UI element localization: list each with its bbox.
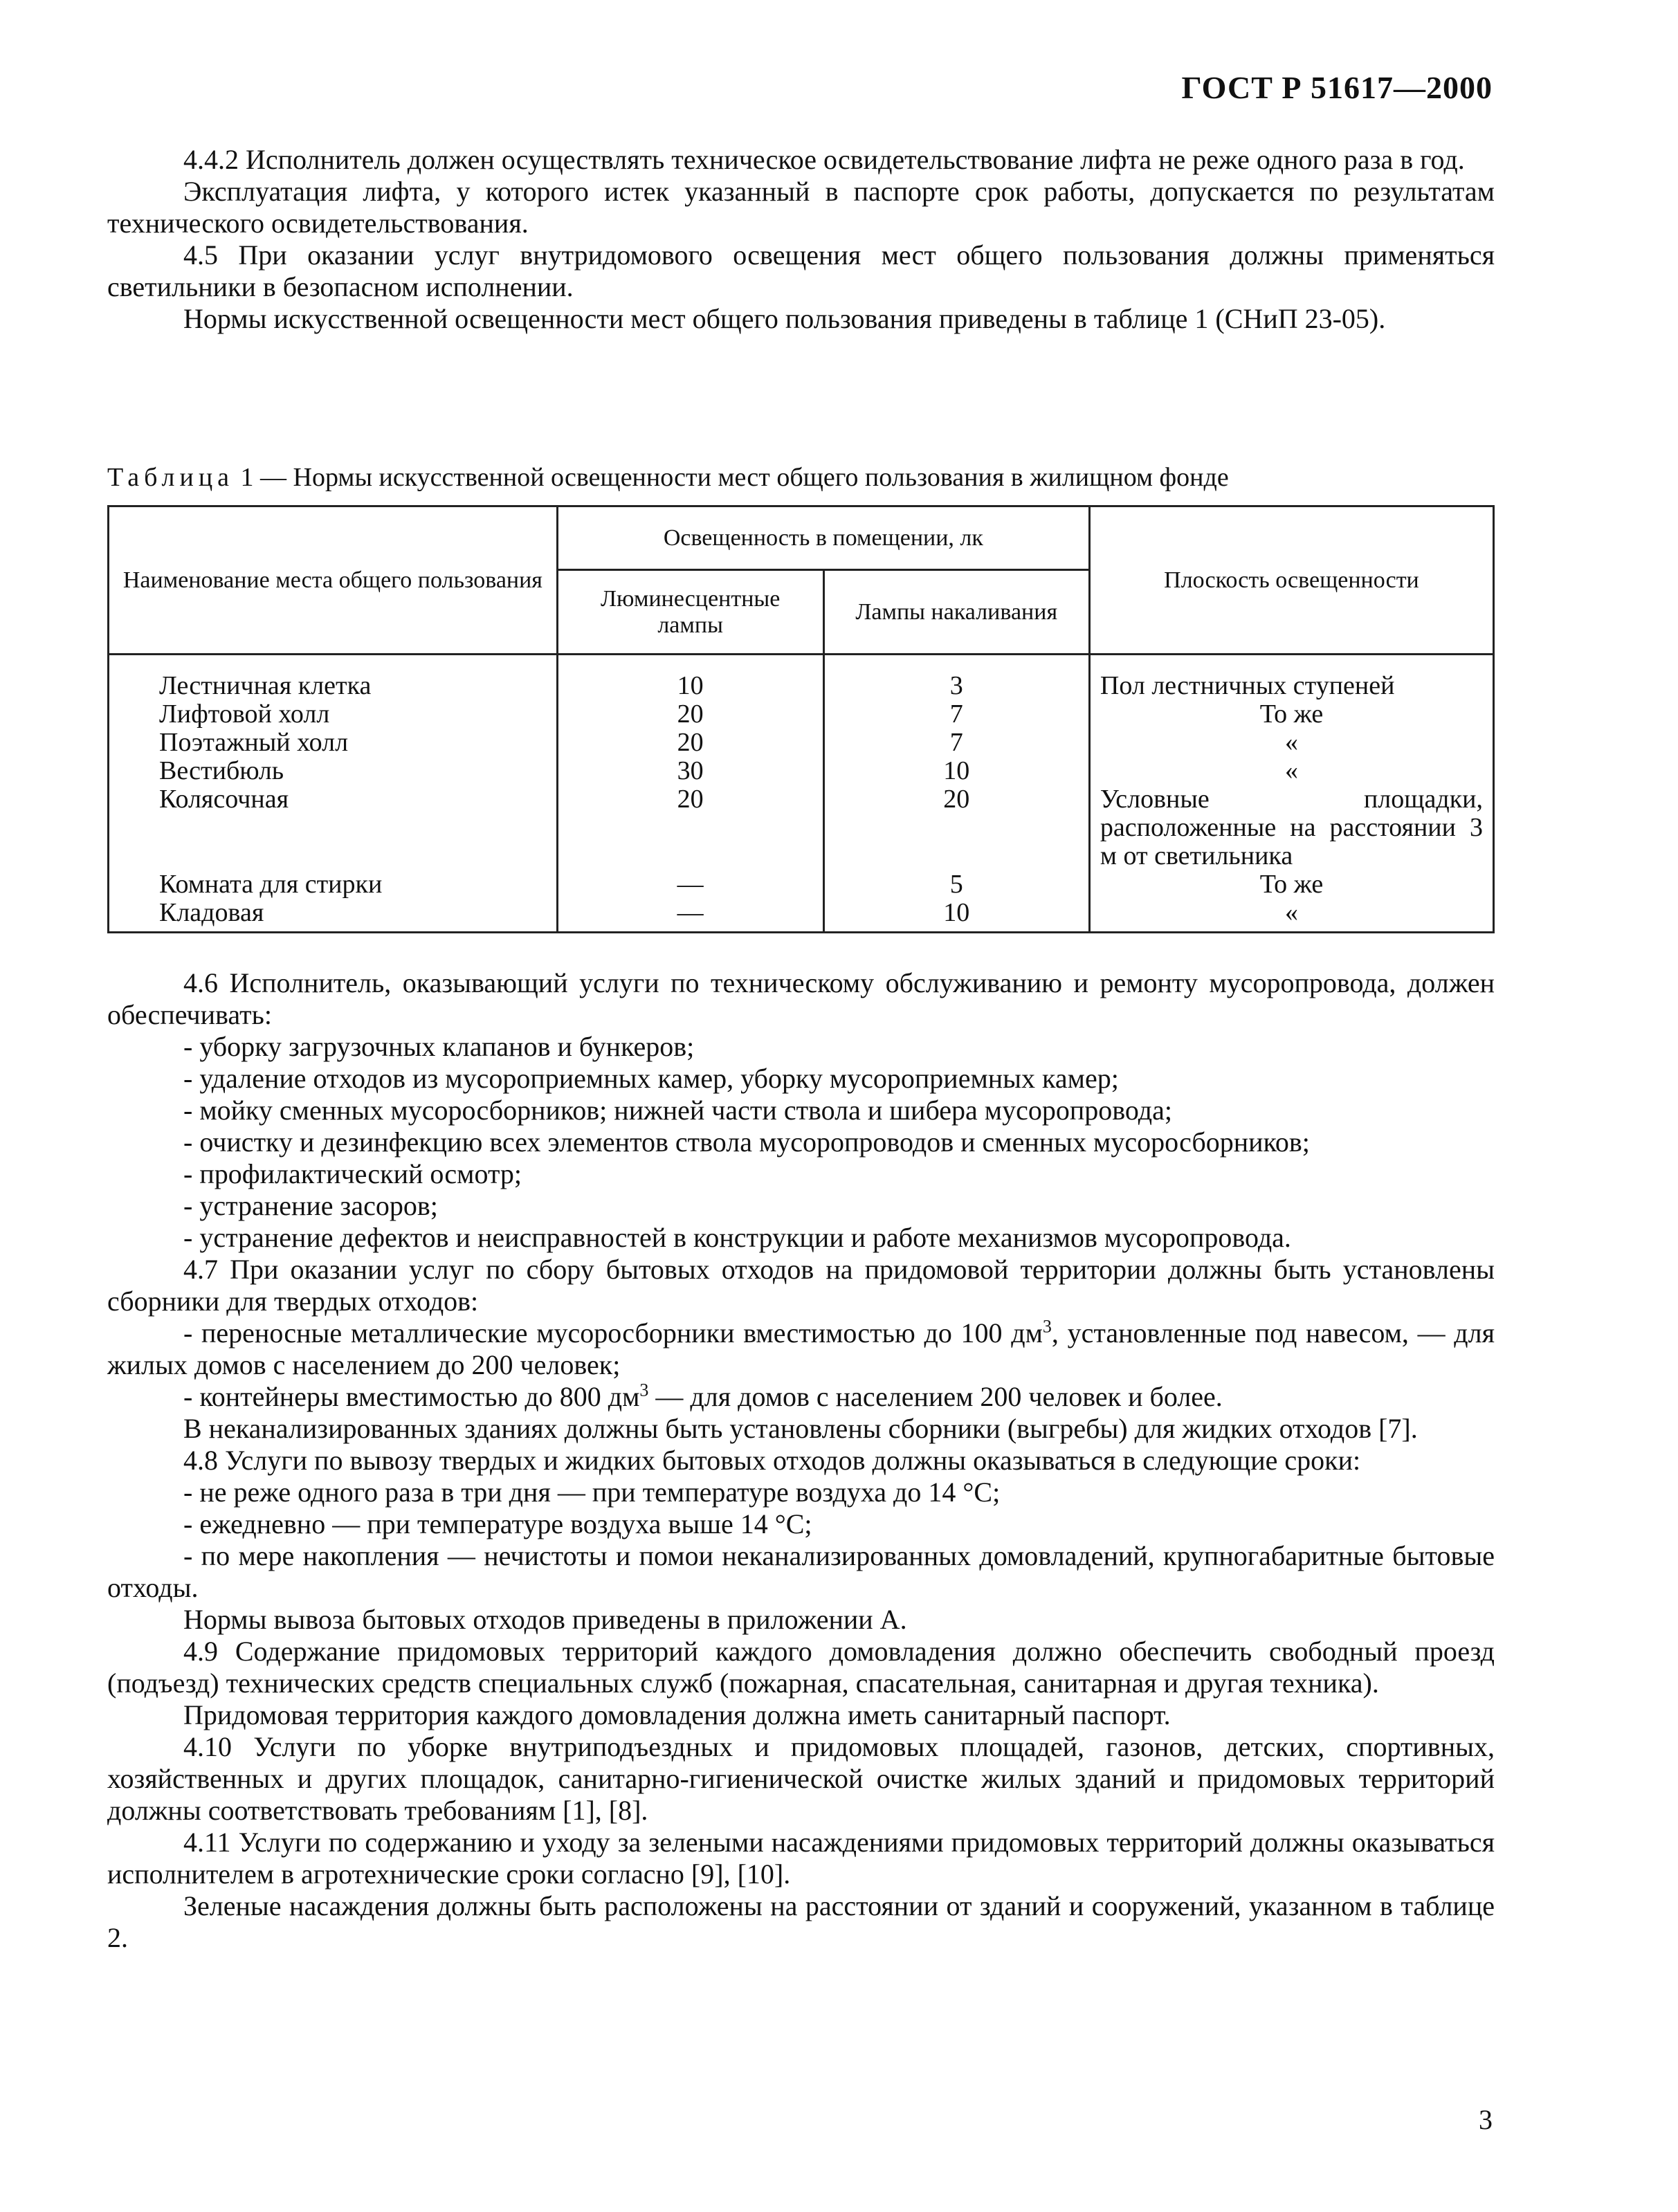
- paragraph-4-7: 4.7 При оказании услуг по сбору бытовых отходов на придомовой территории должны быть установлены сборники для твердых отходов:: [107, 1254, 1495, 1317]
- list-item-text: - переносные металлические мусоросборники вместимостью до 100 дм: [183, 1317, 1043, 1349]
- superscript: 3: [1042, 1316, 1052, 1337]
- page-number: 3: [1479, 2104, 1493, 2135]
- cell-place: Колясочная: [109, 785, 558, 870]
- paragraph-liquid-waste: В неканализированных зданиях должны быть установлены сборники (выгребы) для жидких отходов [7].: [183, 1413, 1418, 1444]
- paragraph-4-5: 4.5 При оказании услуг внутридомового освещения мест общего пользования должны применяться светильники в безопасном исполнении.: [107, 239, 1495, 302]
- cell-plane: «: [1089, 757, 1493, 785]
- header-illuminance: Освещенность в помещении, лк: [557, 506, 1089, 570]
- header-plane: Плоскость освещенности: [1089, 506, 1493, 655]
- cell-fluorescent: 30: [557, 757, 823, 785]
- list-item-text: — для домов с населением 200 человек и более.: [648, 1381, 1223, 1412]
- cell-plane: Пол лестничных ступеней: [1089, 655, 1493, 701]
- table-row: [109, 700, 1494, 729]
- lighting-norms-table: [107, 505, 1495, 933]
- cell-place: Вестибюль: [109, 757, 558, 785]
- cell-place: Лестничная клетка: [109, 655, 558, 701]
- header-fluorescent: Люминесцентные лампы: [557, 570, 823, 655]
- table-row: [109, 729, 1494, 757]
- cell-incandescent: 10: [823, 899, 1089, 933]
- cell-incandescent: 7: [823, 729, 1089, 757]
- cell-fluorescent: 10: [557, 655, 823, 701]
- list-item: - удаление отходов из мусороприемных камер, уборку мусороприемных камер;: [183, 1063, 1119, 1094]
- cell-plane: Условные площадки, расположенные на расстоянии 3 м от светильника: [1089, 785, 1493, 870]
- table-row: [109, 870, 1494, 899]
- cell-place: Комната для стирки: [109, 870, 558, 899]
- cell-place: Поэтажный холл: [109, 729, 558, 757]
- list-item: - устранение дефектов и неисправностей в конструкции и работе механизмов мусоропровода.: [183, 1222, 1291, 1253]
- cell-fluorescent: —: [557, 870, 823, 899]
- list-item: - ежедневно — при температуре воздуха выше 14 °С;: [183, 1508, 812, 1539]
- cell-fluorescent: 20: [557, 785, 823, 870]
- paragraph-4-10: 4.10 Услуги по уборке внутриподъездных и придомовых площадей, газонов, детских, спортивных, хозяйственных и других площадок, санитарно-гигиенической очистке жилых зданий и придомовых территорий должны соответствовать требованиям [1], [8].: [107, 1731, 1495, 1826]
- paragraph-lift-operation: Эксплуатация лифта, у которого истек указанный в паспорте срок работы, допускается по результатам технического освидетельствования.: [107, 176, 1495, 239]
- header-incandescent: Лампы накаливания: [823, 570, 1089, 655]
- list-item-text: , установленные под навесом, — для жилых домов с населением до 200 человек;: [107, 1317, 1495, 1380]
- table-row: [109, 785, 1494, 870]
- paragraph-lighting-norms: Нормы искусственной освещенности мест общего пользования приведены в таблице 1 (СНиП 23-05).: [183, 303, 1386, 334]
- paragraph-4-4-2: 4.4.2 Исполнитель должен осуществлять техническое освидетельствование лифта не реже одного раза в год.: [183, 144, 1465, 175]
- table-row: [109, 899, 1494, 933]
- cell-place: Лифтовой холл: [109, 700, 558, 729]
- list-item: [107, 1381, 1495, 1413]
- paragraph-4-8: 4.8 Услуги по вывозу твердых и жидких бытовых отходов должны оказываться в следующие сроки:: [183, 1445, 1361, 1476]
- paragraph-4-6: 4.6 Исполнитель, оказывающий услуги по техническому обслуживанию и ремонту мусоропровода, должен обеспечивать:: [107, 967, 1495, 1030]
- cell-plane: То же: [1089, 870, 1493, 899]
- cell-fluorescent: 20: [557, 700, 823, 729]
- superscript: 3: [639, 1380, 649, 1400]
- standard-number: ГОСТ Р 51617—2000: [1181, 70, 1493, 105]
- table-label: Таблица: [107, 463, 235, 492]
- list-item: - устранение засоров;: [183, 1190, 438, 1221]
- paragraph-sanitary-passport: Придомовая территория каждого домовладения должна иметь санитарный паспорт.: [183, 1699, 1171, 1730]
- table-1-caption: [107, 462, 1229, 493]
- paragraph-4-11: 4.11 Услуги по содержанию и уходу за зелеными насаждениями придомовых территорий должны оказываться исполнителем в агротехнические сроки согласно [9], [10].: [107, 1827, 1495, 1890]
- paragraph-green-spaces: Зеленые насаждения должны быть расположены на расстоянии от зданий и сооружений, указанном в таблице 2.: [107, 1890, 1495, 1953]
- cell-fluorescent: —: [557, 899, 823, 933]
- paragraph-removal-norms: Нормы вывоза бытовых отходов приведены в приложении А.: [183, 1604, 907, 1635]
- list-item: - профилактический осмотр;: [183, 1158, 522, 1189]
- list-item: - по мере накопления — нечистоты и помои неканализированных домовладений, крупногабаритные бытовые отходы.: [107, 1540, 1495, 1603]
- cell-plane: То же: [1089, 700, 1493, 729]
- list-item-text: - контейнеры вместимостью до 800 дм: [183, 1381, 640, 1412]
- list-item: - очистку и дезинфекцию всех элементов ствола мусоропроводов и сменных мусоросборников;: [183, 1126, 1310, 1158]
- cell-plane: «: [1089, 899, 1493, 933]
- cell-incandescent: 10: [823, 757, 1089, 785]
- cell-incandescent: 5: [823, 870, 1089, 899]
- list-item: [107, 1317, 1495, 1381]
- intro-section: [107, 144, 1495, 335]
- cell-incandescent: 3: [823, 655, 1089, 701]
- table-row: [109, 655, 1494, 701]
- table-row: [109, 757, 1494, 785]
- header-place: Наименование места общего пользования: [109, 506, 558, 655]
- paragraph-4-9: 4.9 Содержание придомовых территорий каждого домовладения должно обеспечить свободный проезд (подъезд) технических средств специальных служб (пожарная, спасательная, санитарная и другая техника).: [107, 1636, 1495, 1699]
- list-item: - не реже одного раза в три дня — при температуре воздуха до 14 °С;: [183, 1477, 1001, 1508]
- cell-fluorescent: 20: [557, 729, 823, 757]
- cell-incandescent: 20: [823, 785, 1089, 870]
- list-item: - мойку сменных мусоросборников; нижней части ствола и шибера мусоропровода;: [183, 1095, 1172, 1126]
- cell-place: Кладовая: [109, 899, 558, 933]
- cell-plane: «: [1089, 729, 1493, 757]
- main-section: [107, 967, 1495, 1954]
- cell-incandescent: 7: [823, 700, 1089, 729]
- list-item: - уборку загрузочных клапанов и бункеров;: [183, 1031, 695, 1062]
- table-title: 1 — Нормы искусственной освещенности мест общего пользования в жилищном фонде: [240, 463, 1229, 492]
